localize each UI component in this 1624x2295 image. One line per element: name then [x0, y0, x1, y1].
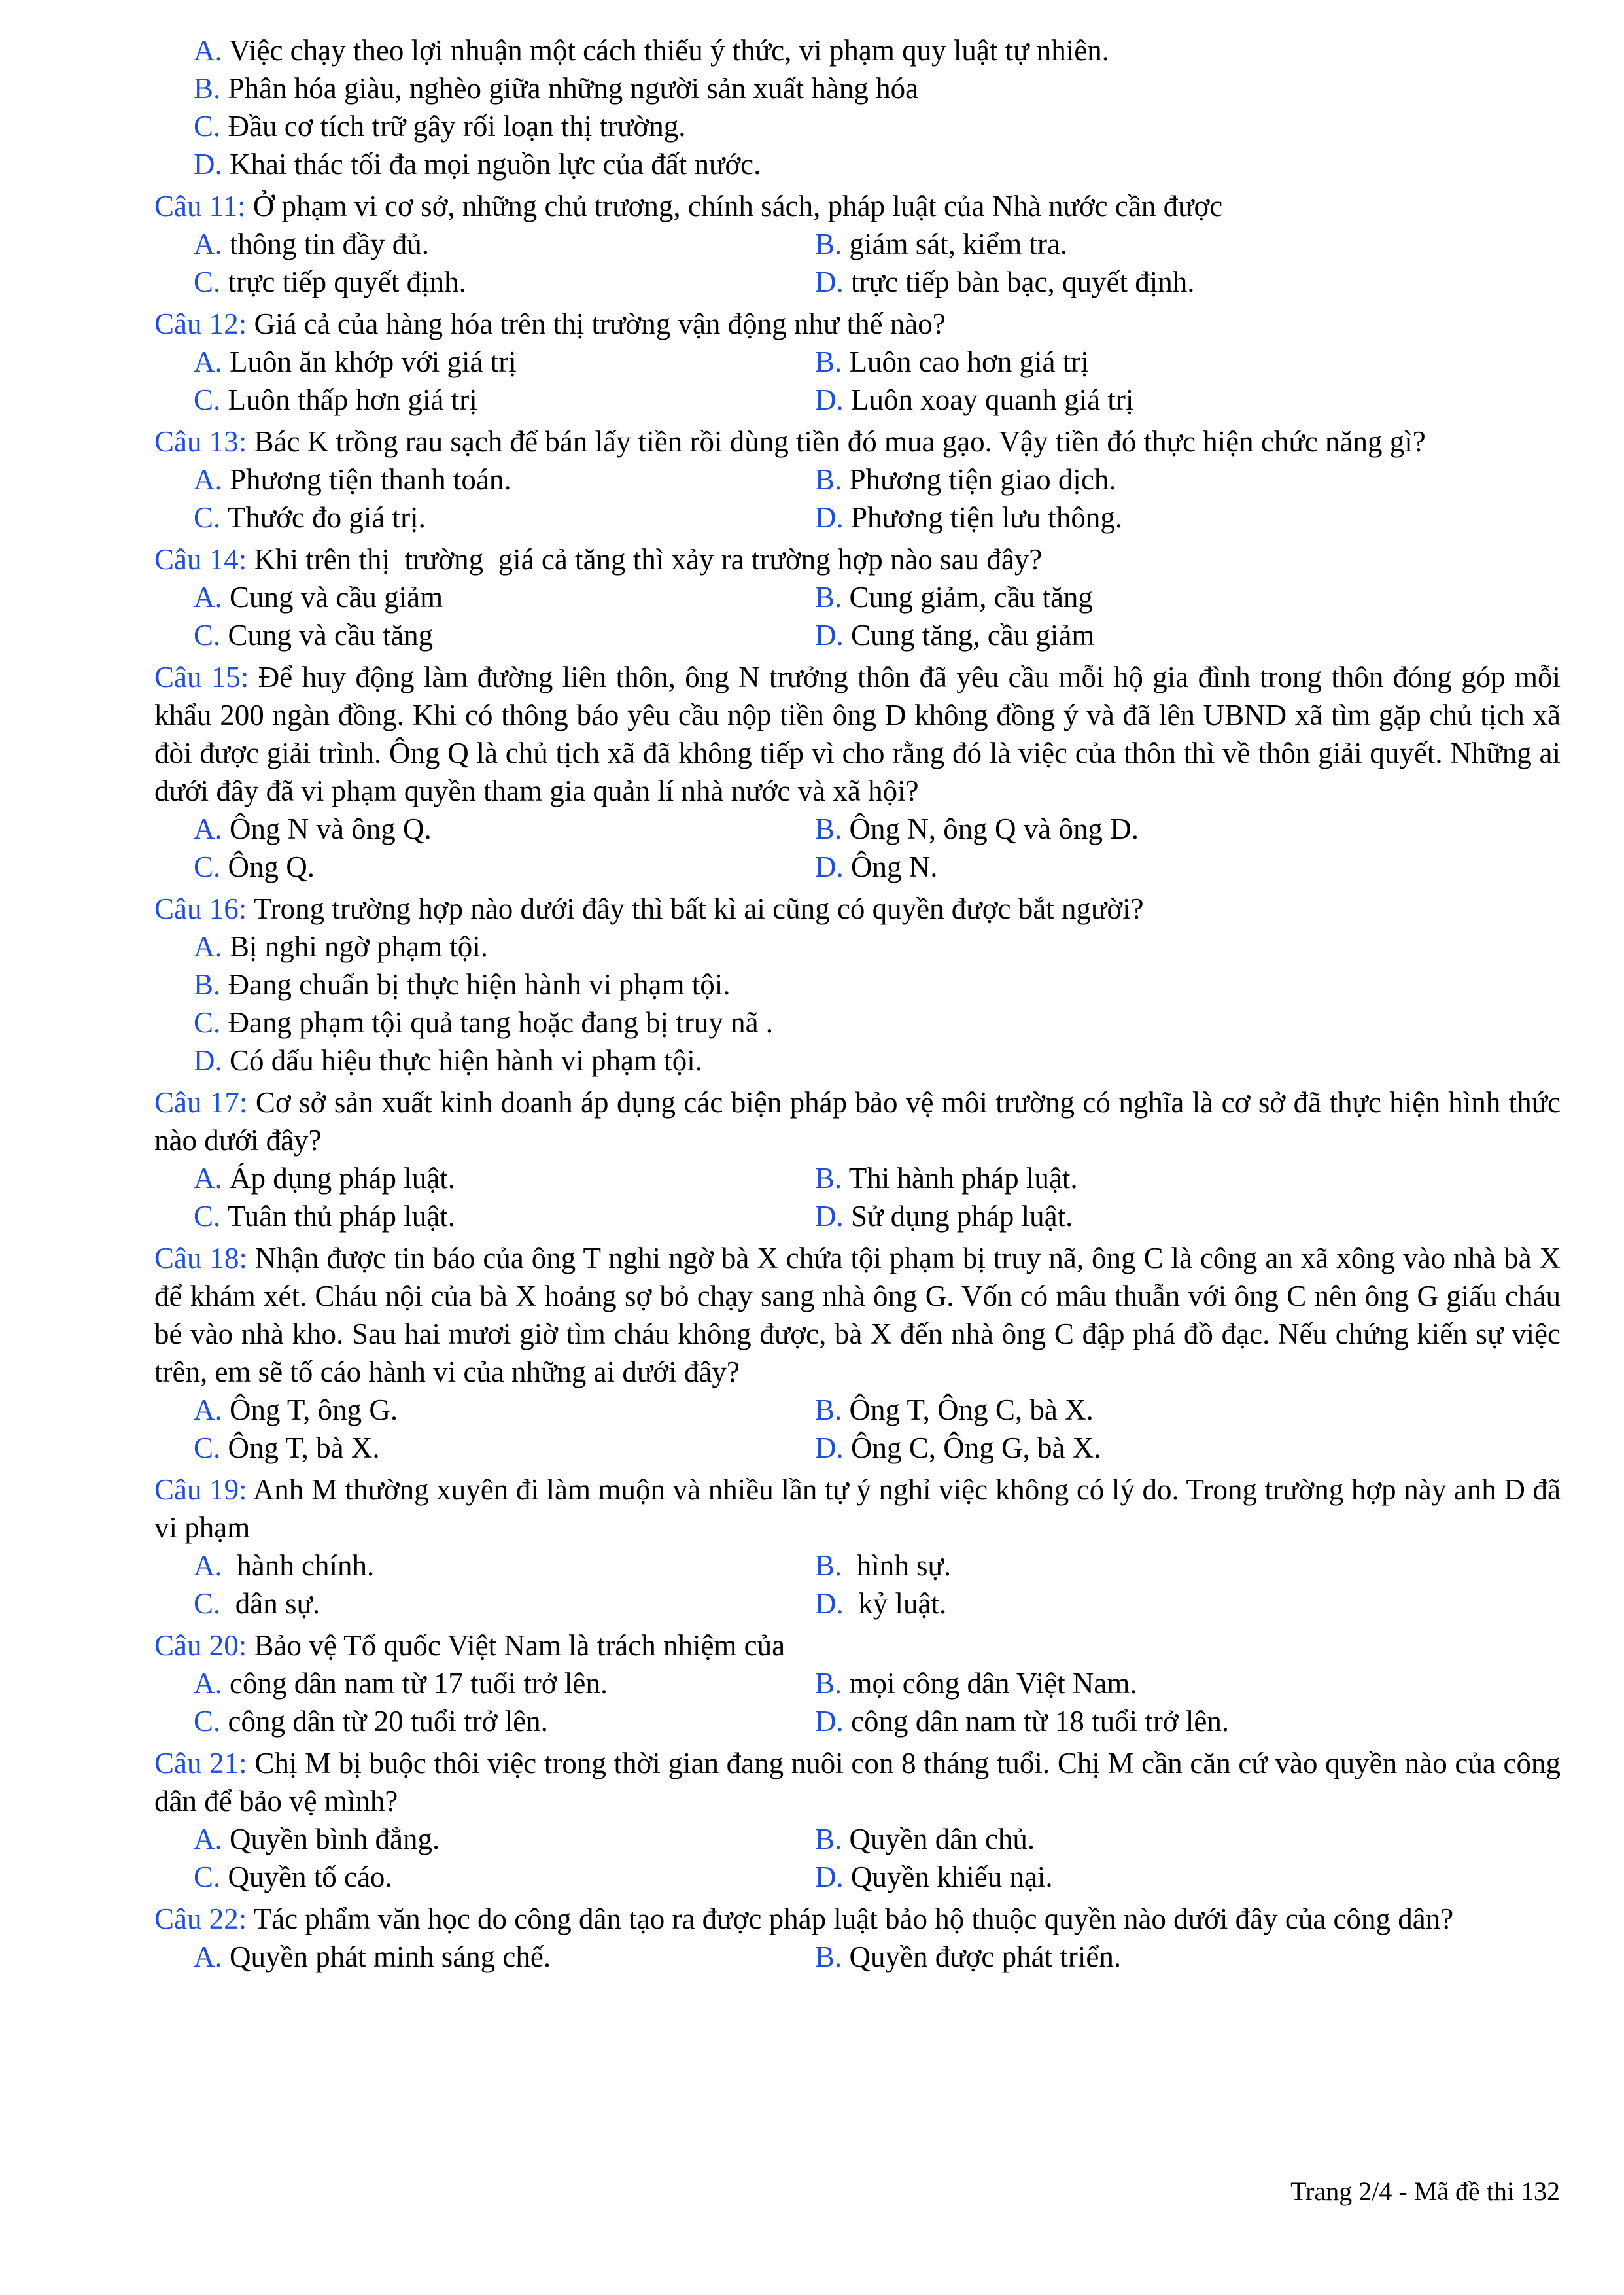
option-letter: A.: [194, 34, 222, 67]
option: C. Cung và cầu tăng: [194, 619, 434, 652]
question-label: Câu 18:: [154, 1242, 247, 1274]
option: [154, 107, 1561, 145]
option: B. Quyền được phát triển.: [815, 1940, 1122, 1973]
option: B. Đang chuẩn bị thực hiện hành vi phạm tội.: [194, 968, 731, 1001]
question-22: [154, 1900, 1561, 1976]
option: A. Áp dụng pháp luật.: [194, 1162, 455, 1195]
question-text: [154, 187, 1561, 225]
option: C. Ông Q.: [194, 850, 315, 883]
option: C. Thước đo giá trị.: [194, 501, 426, 534]
question-label: Câu 19:: [154, 1473, 247, 1506]
question-19: [154, 1471, 1561, 1622]
question-text: [154, 423, 1561, 461]
option: B. Cung giảm, cầu tăng: [815, 581, 1093, 614]
option: A. Quyền phát minh sáng chế.: [194, 1940, 551, 1973]
question-21: [154, 1744, 1561, 1896]
question-20: [154, 1626, 1561, 1740]
question-label: Câu 17:: [154, 1086, 248, 1119]
question-15: [154, 658, 1561, 886]
question-text: [154, 658, 1561, 810]
option: A. Phương tiện thanh toán.: [194, 463, 511, 496]
question-12: [154, 305, 1561, 419]
question-label: Câu 22:: [154, 1902, 247, 1935]
question-17: [154, 1083, 1561, 1235]
option: D. kỷ luật.: [815, 1587, 947, 1620]
option: D. Có dấu hiệu thực hiện hành vi phạm tội.: [194, 1044, 703, 1077]
option: A. Quyền bình đẳng.: [194, 1823, 440, 1855]
question-stem: Để huy động làm đường liên thôn, ông N trưởng thôn đã yêu cầu mỗi hộ gia đình trong thôn đóng góp mỗi khẩu 200 ngàn đồng. Khi có thông báo yêu cầu nộp tiền ông D không đồng ý và đã lên UBND xã tìm gặp chủ tịch xã đòi được giải trình. Ông Q là chủ tịch xã đã không tiếp vì cho rằng đó là việc của thôn thì về thôn giải quyết. Những ai dưới đây đã vi phạm quyền tham gia quản lí nhà nước và xã hội?: [154, 661, 1561, 807]
question-label: Câu 14:: [154, 543, 247, 576]
question-stem: Tác phẩm văn học do công dân tạo ra được pháp luật bảo hộ thuộc quyền nào dưới đây của công dân?: [253, 1902, 1454, 1935]
option-text: Khai thác tối đa mọi nguồn lực của đất nước.: [230, 148, 761, 181]
option: C. Tuân thủ pháp luật.: [194, 1200, 456, 1233]
option: [154, 145, 1561, 183]
question-text: [154, 305, 1561, 343]
question-stem: Bác K trồng rau sạch để bán lấy tiền rồi dùng tiền đó mua gạo. Vậy tiền đó thực hiện chức năng gì?: [254, 425, 1426, 458]
question-stem: Trong trường hợp nào dưới đây thì bất kì ai cũng có quyền được bắt người?: [253, 892, 1144, 925]
question-stem: Nhận được tin báo của ông T nghi ngờ bà X chứa tội phạm bị truy nã, ông C là công an xã xông vào nhà bà X để khám xét. Cháu nội của bà X hoảng sợ bỏ chạy sang nhà ông G. Vốn có mâu thuẫn với ông C nên ông G giấu cháu bé vào nhà kho. Sau hai mươi giờ tìm cháu không được, bà X đến nhà ông C đập phá đồ đạc. Nếu chứng kiến sự việc trên, em sẽ tố cáo hành vi của những ai dưới đây?: [154, 1242, 1561, 1388]
option: C. Luôn thấp hơn giá trị: [194, 383, 477, 416]
option: A. thông tin đầy đủ.: [194, 228, 429, 260]
option: B. Luôn cao hơn giá trị: [815, 345, 1089, 378]
option: [154, 31, 1561, 69]
option: B. giám sát, kiểm tra.: [815, 228, 1068, 260]
question-13: [154, 423, 1561, 536]
question-18: [154, 1239, 1561, 1467]
question-text: [154, 1239, 1561, 1391]
option: A. Ông N và ông Q.: [194, 813, 432, 845]
question-stem: Khi trên thị trường giá cả tăng thì xảy ra trường hợp nào sau đây?: [254, 543, 1043, 576]
option-letter: C.: [194, 110, 221, 143]
option: [154, 69, 1561, 107]
question-label: Câu 15:: [154, 661, 249, 693]
option: D. Phương tiện lưu thông.: [815, 501, 1123, 534]
question-text: [154, 1626, 1561, 1664]
option: C. dân sự.: [194, 1587, 320, 1620]
question-stem: Giá cả của hàng hóa trên thị trường vận động như thế nào?: [254, 307, 946, 340]
option: D. Quyền khiếu nại.: [815, 1861, 1053, 1893]
question-stem: Bảo vệ Tổ quốc Việt Nam là trách nhiệm của: [254, 1629, 786, 1662]
option: C. trực tiếp quyết định.: [194, 266, 466, 298]
option: A. Luôn ăn khớp với giá trị: [194, 345, 517, 378]
option: B. hình sự.: [815, 1549, 952, 1582]
question-label: Câu 16:: [154, 892, 247, 925]
option: C. Đang phạm tội quả tang hoặc đang bị truy nã .: [194, 1006, 774, 1039]
option: D. Ông C, Ông G, bà X.: [815, 1431, 1101, 1464]
option: B. Ông T, Ông C, bà X.: [815, 1393, 1094, 1426]
option: D. Sử dụng pháp luật.: [815, 1200, 1073, 1233]
option: A. Cung và cầu giảm: [194, 581, 443, 614]
option: A. hành chính.: [194, 1549, 375, 1582]
option: D. Ông N.: [815, 850, 938, 883]
question-11: [154, 187, 1561, 301]
option: D. công dân nam từ 18 tuổi trở lên.: [815, 1705, 1230, 1738]
option: A. công dân nam từ 17 tuổi trở lên.: [194, 1667, 608, 1700]
question-16: [154, 890, 1561, 1079]
option-letter: D.: [194, 148, 222, 181]
option: B. Phương tiện giao dịch.: [815, 463, 1116, 496]
page-footer: Trang 2/4 - Mã đề thi 132: [1290, 2177, 1560, 2206]
question-stem: Cơ sở sản xuất kinh doanh áp dụng các biện pháp bảo vệ môi trường có nghĩa là cơ sở đã thực hiện hình thức nào dưới đây?: [154, 1086, 1561, 1157]
option: C. công dân từ 20 tuổi trở lên.: [194, 1705, 548, 1738]
question-text: [154, 1083, 1561, 1159]
question-label: Câu 13:: [154, 425, 247, 458]
option: A. Ông T, ông G.: [194, 1393, 398, 1426]
question-text: [154, 1471, 1561, 1547]
question-label: Câu 20:: [154, 1629, 247, 1662]
question-text: [154, 1900, 1561, 1938]
question-text: [154, 890, 1561, 928]
question-stem: Chị M bị buộc thôi việc trong thời gian đang nuôi con 8 tháng tuổi. Chị M cần căn cứ vào quyền nào của công dân để bảo vệ mình?: [154, 1747, 1561, 1817]
option: D. Luôn xoay quanh giá trị: [815, 383, 1134, 416]
question-label: Câu 11:: [154, 190, 246, 222]
option: B. Ông N, ông Q và ông D.: [815, 813, 1139, 845]
question-text: [154, 1744, 1561, 1820]
option: D. Cung tăng, cầu giảm: [815, 619, 1095, 652]
option-text: Đầu cơ tích trữ gây rối loạn thị trường.: [228, 110, 686, 143]
option: B. mọi công dân Việt Nam.: [815, 1667, 1137, 1700]
question-text: [154, 540, 1561, 578]
option-text: Việc chạy theo lợi nhuận một cách thiếu ý thức, vi phạm quy luật tự nhiên.: [229, 34, 1109, 67]
question-14: [154, 540, 1561, 654]
option: C. Ông T, bà X.: [194, 1431, 380, 1464]
question-label: Câu 21:: [154, 1747, 247, 1779]
option-letter: B.: [194, 72, 221, 105]
exam-page: [154, 31, 1561, 1976]
option: B. Thi hành pháp luật.: [815, 1162, 1078, 1195]
option: D. trực tiếp bàn bạc, quyết định.: [815, 266, 1195, 298]
option: B. Quyền dân chủ.: [815, 1823, 1035, 1855]
option-text: Phân hóa giàu, nghèo giữa những người sản xuất hàng hóa: [228, 72, 919, 105]
option: C. Quyền tố cáo.: [194, 1861, 392, 1893]
lead-options: [154, 31, 1561, 183]
question-label: Câu 12:: [154, 307, 247, 340]
question-stem: Ở phạm vi cơ sở, những chủ trương, chính sách, pháp luật của Nhà nước cần được: [252, 190, 1223, 222]
option: A. Bị nghi ngờ phạm tội.: [194, 930, 489, 963]
question-stem: Anh M thường xuyên đi làm muộn và nhiều lần tự ý nghỉ việc không có lý do. Trong trường hợp này anh D đã vi phạm: [154, 1473, 1561, 1544]
